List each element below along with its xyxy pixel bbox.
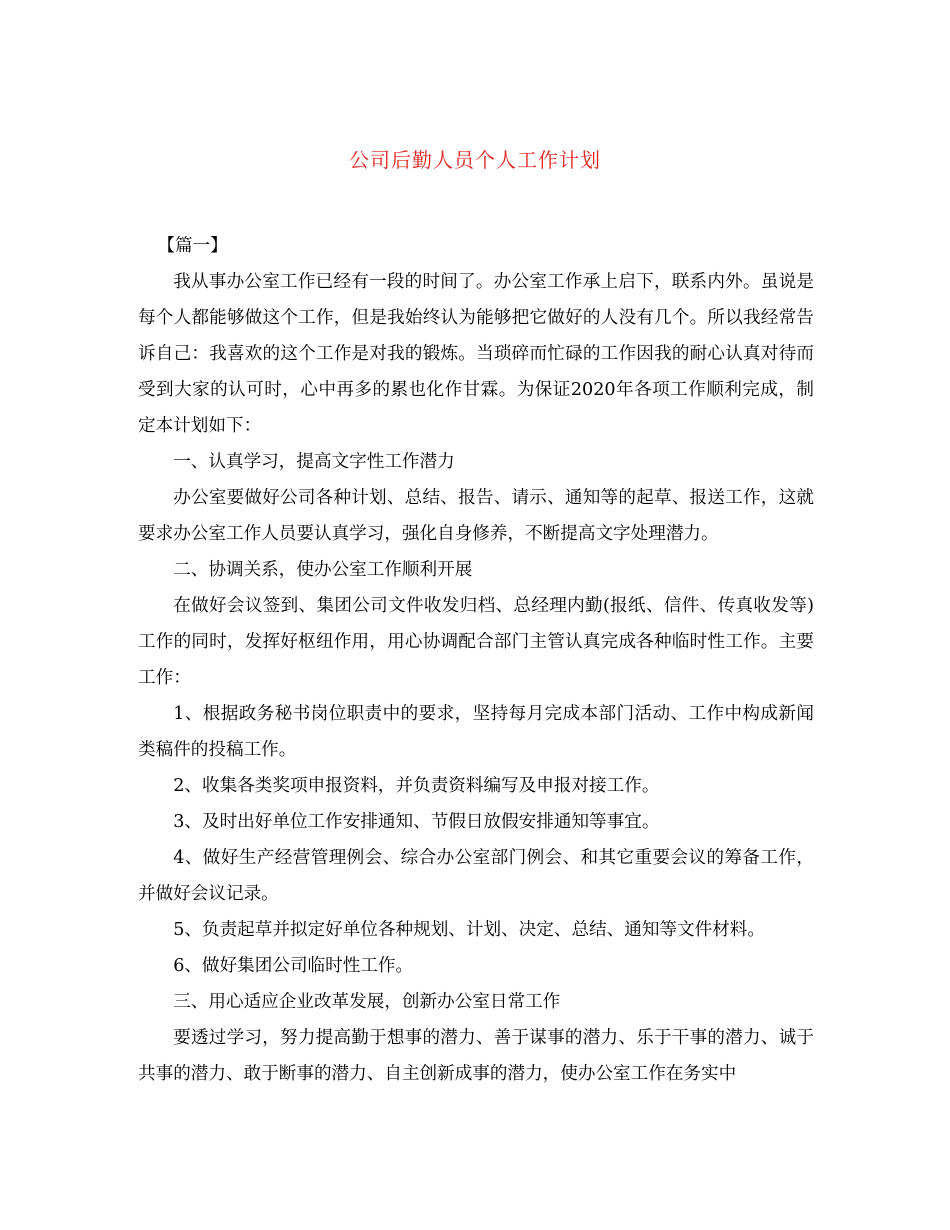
section-label: 【篇一】 [157,236,228,256]
intro-paragraph: 我从事办公室工作已经有一段的时间了。办公室工作承上启下，联系内外。虽说是每个人都能够做这个工作，但是我始终认为能够把它做好的人没有几个。所以我经常告诉自己：我喜欢的这个工作是对我的锻炼。当琐碎而忙碌的工作因我的耐心认真对待而受到大家的认可时，心中再多的累也化作甘霖。为保证2020年各项工作顺利完成，制定本计划如下： [138,272,814,436]
paragraph-3: 要透过学习，努力提高勤于想事的潜力、善于谋事的潜力、乐于干事的潜力、诚于共事的潜力、敢于断事的潜力、自主创新成事的潜力，使办公室工作在务实中 [138,1028,814,1084]
heading-1: 一、认真学习，提高文字性工作潜力 [173,452,455,472]
list-item-2: 2、收集各类奖项申报资料，并负责资料编写及申报对接工作。 [173,776,660,796]
list-item-5: 5、负责起草并拟定好单位各种规划、计划、决定、总结、通知等文件材料。 [173,920,765,940]
list-item-4: 4、做好生产经营管理例会、综合办公室部门例会、和其它重要会议的筹备工作，并做好会议记录。 [138,848,814,904]
heading-2: 二、协调关系，使办公室工作顺利开展 [173,560,473,580]
paragraph-2: 在做好会议签到、集团公司文件收发归档、总经理内勤(报纸、信件、传真收发等)工作的同时，发挥好枢纽作用，用心协调配合部门主管认真完成各种临时性工作。主要工作： [138,596,814,688]
document-title: 公司后勤人员个人工作计划 [349,148,601,172]
list-item-3: 3、及时出好单位工作安排通知、节假日放假安排通知等事宜。 [173,812,660,832]
list-item-6: 6、做好集团公司临时性工作。 [173,956,414,976]
document-body [138,228,814,1092]
paragraph-1: 办公室要做好公司各种计划、总结、报告、请示、通知等的起草、报送工作，这就要求办公室工作人员要认真学习，强化自身修养，不断提高文字处理潜力。 [138,488,814,544]
list-item-1: 1、根据政务秘书岗位职责中的要求，坚持每月完成本部门活动、工作中构成新闻类稿件的投稿工作。 [138,704,814,760]
heading-3: 三、用心适应企业改革发展，创新办公室日常工作 [173,992,561,1012]
